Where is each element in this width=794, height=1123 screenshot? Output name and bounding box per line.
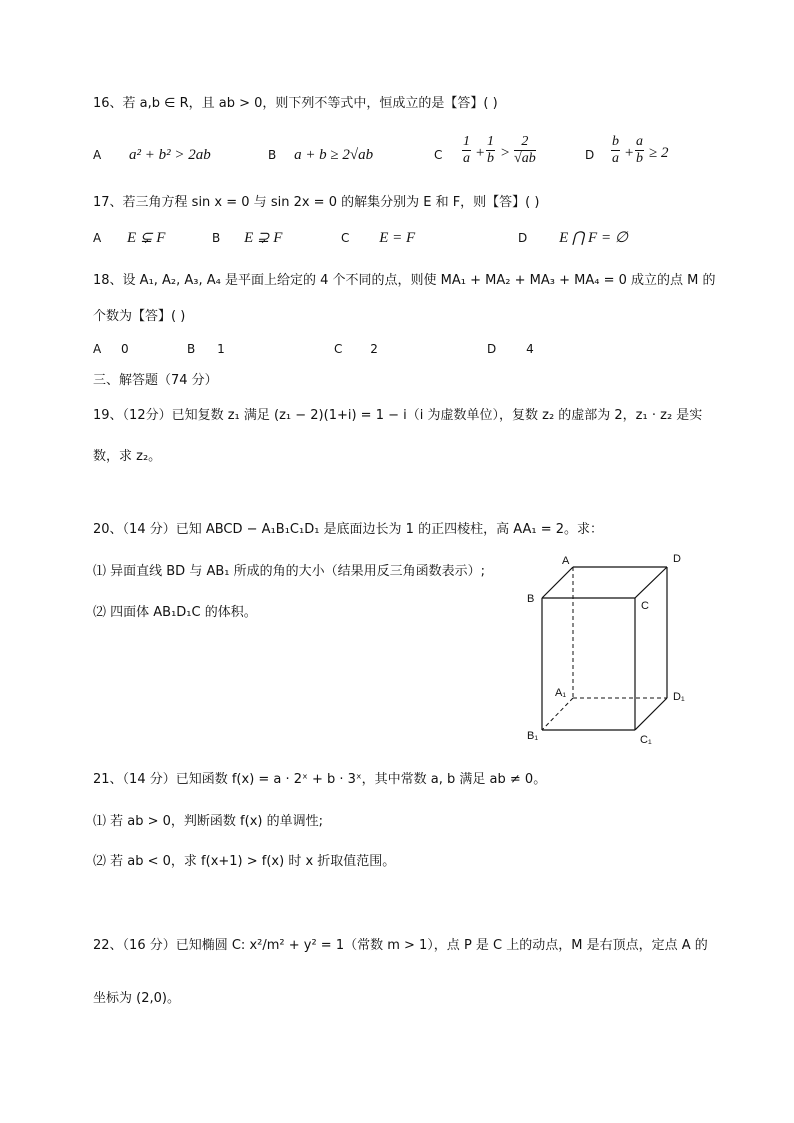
option-value: 0 xyxy=(121,342,129,356)
q16-option-d-formula xyxy=(611,134,681,174)
option-letter: B xyxy=(212,231,221,245)
q18-stem-line2: 个数为【答】( ) xyxy=(93,309,186,324)
option-value: 1 xyxy=(217,342,225,356)
q17-option-d xyxy=(518,230,628,246)
edge-c1d1 xyxy=(635,698,667,730)
option-letter: D xyxy=(585,148,595,162)
q19-line2: 数，求 z₂。 xyxy=(93,449,162,464)
q20-line1: 20、（14 分）已知 ABCD − A₁B₁C₁D₁ 是底面边长为 1 的正四棱柱，高 AA₁ = 2。求： xyxy=(93,522,604,537)
q18-stem-line1: 18、设 A₁, A₂, A₃, A₄ 是平面上给定的 4 个不同的点，则使 MA₁ + MA₂ + MA₃ + MA₄ = 0 成立的点 M 的 xyxy=(93,273,716,288)
q18-option-b xyxy=(187,341,225,357)
label-c: C xyxy=(641,600,649,612)
option-letter: A xyxy=(93,231,102,245)
option-expr: a² + b² > 2ab xyxy=(129,147,211,163)
option-expr: E ⊊ F xyxy=(127,230,166,246)
option-letter: C xyxy=(334,342,343,356)
label-c1: C₁ xyxy=(640,734,652,746)
q21-part1: ⑴ 若 ab > 0，判断函数 f(x) 的单调性; xyxy=(93,814,323,829)
option-letter: B xyxy=(187,342,196,356)
q22-line2: 坐标为 (2,0)。 xyxy=(93,991,180,1006)
label-a1: A₁ xyxy=(555,687,567,699)
q16-option-c-formula xyxy=(462,134,557,174)
label-b: B xyxy=(527,593,535,605)
q16-option-d xyxy=(585,147,594,163)
plus-sign: + xyxy=(475,145,486,161)
fraction-1-over-b: $\frac{1}{b}$ xyxy=(487,134,494,166)
option-letter: A xyxy=(93,342,102,356)
option-letter: C xyxy=(434,148,443,162)
q18-option-a xyxy=(93,341,129,357)
option-letter: D xyxy=(518,231,528,245)
q16-stem: 16、若 a,b ∈ R，且 ab > 0，则下列不等式中，恒成立的是【答】( ) xyxy=(93,96,498,111)
label-a: A xyxy=(562,555,570,567)
option-value: 2 xyxy=(370,342,378,356)
edge-ab xyxy=(542,567,573,598)
fraction-b-over-a: $\frac{b}{a}$ xyxy=(612,134,619,166)
option-letter: C xyxy=(341,231,350,245)
q17-option-b xyxy=(212,230,282,246)
option-expr: E = F xyxy=(379,230,416,246)
q21-part2: ⑵ 若 ab < 0，求 f(x+1) > f(x) 时 x 折取值范围。 xyxy=(93,854,396,869)
label-d: D xyxy=(673,553,681,565)
q16-option-c xyxy=(434,147,442,163)
plus-sign: + xyxy=(624,145,635,161)
q16-option-a xyxy=(93,147,211,163)
section-heading: 三、解答题（74 分） xyxy=(93,373,218,388)
fraction-2-over-sqrt-ab: $\frac{2}{√ab}$ xyxy=(514,134,536,166)
label-b1: B₁ xyxy=(527,730,539,742)
option-expr: a + b ≥ 2√ab xyxy=(294,147,374,163)
option-expr: E ⋂ F = ∅ xyxy=(559,230,628,246)
option-expr: E ⊋ F xyxy=(244,230,283,246)
q18-option-c xyxy=(334,341,378,357)
q17-option-c xyxy=(341,230,415,246)
edge-cd xyxy=(635,567,667,598)
q21-line1: 21、（14 分）已知函数 f(x) = a · 2ˣ + b · 3ˣ，其中常数 a, b 满足 ab ≠ 0。 xyxy=(93,772,547,787)
q22-line1: 22、（16 分）已知椭圆 C: x²/m² + y² = 1（常数 m > 1），点 P 是 C 上的动点，M 是右顶点，定点 A 的 xyxy=(93,938,708,953)
option-letter: D xyxy=(487,342,497,356)
q20-part1: ⑴ 异面直线 BD 与 AB₁ 所成的角的大小（结果用反三角函数表示）; xyxy=(93,564,485,579)
q16-option-b xyxy=(268,147,373,163)
greater-sign: > xyxy=(500,145,511,161)
q17-stem: 17、若三角方程 sin x = 0 与 sin 2x = 0 的解集分别为 E 和 F，则【答】( ) xyxy=(93,195,540,210)
option-letter: A xyxy=(93,148,102,162)
fraction-a-over-b: $\frac{a}{b}$ xyxy=(636,134,643,166)
edge-a1b1-hidden xyxy=(542,698,573,730)
prism-figure xyxy=(515,550,695,750)
q20-part2: ⑵ 四面体 AB₁D₁C 的体积。 xyxy=(93,605,257,620)
label-d1: D₁ xyxy=(673,691,685,703)
option-value: 4 xyxy=(526,342,534,356)
option-letter: B xyxy=(268,148,277,162)
q18-option-d xyxy=(487,341,534,357)
q17-option-a xyxy=(93,230,165,246)
q19-line1: 19、（12分）已知复数 z₁ 满足 (z₁ − 2)(1+i) = 1 − i（i 为虚数单位），复数 z₂ 的虚部为 2，z₁ · z₂ 是实 xyxy=(93,408,703,423)
geq-two: ≥ 2 xyxy=(649,145,669,161)
fraction-1-over-a: $\frac{1}{a}$ xyxy=(463,134,470,166)
